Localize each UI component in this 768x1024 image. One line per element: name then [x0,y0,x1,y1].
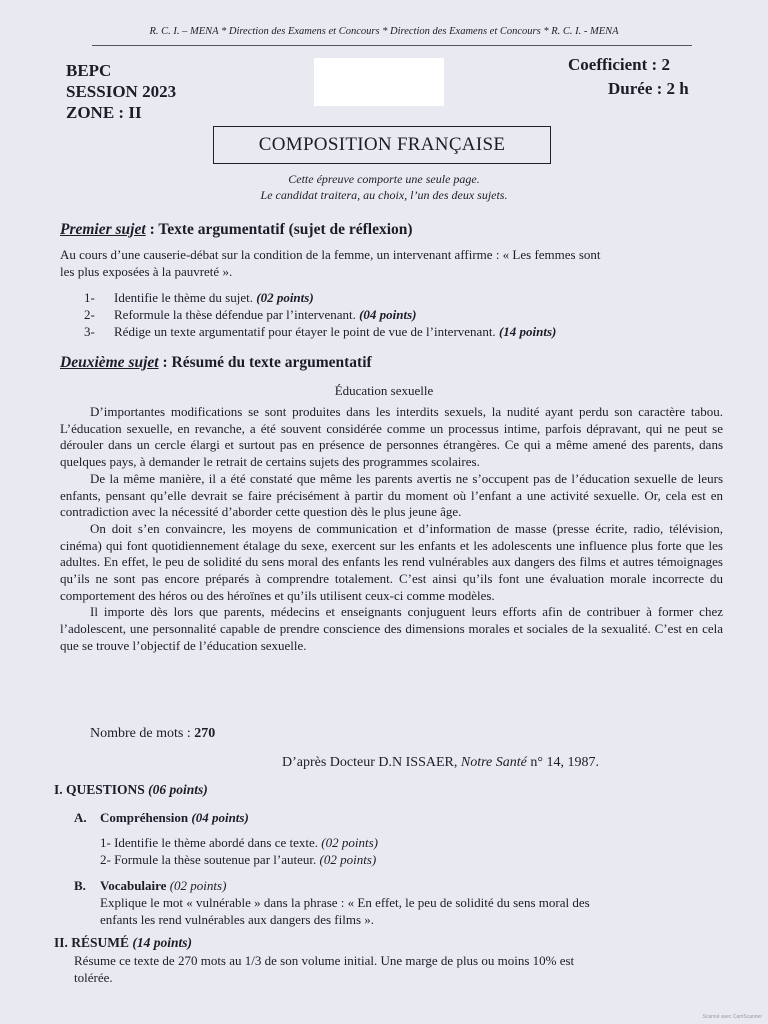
exam-title: COMPOSITION FRANÇAISE [213,126,551,164]
vocabulary-question-line1: Explique le mot « vulnérable » dans la phrase : « En effet, le peu de solidité du sens moral des [100,895,590,910]
subject1-title: : Texte argumentatif (sujet de réflexion) [145,221,413,238]
source-journal: Notre Santé [460,755,527,770]
comprehension-question: 1- Identifie le thème abordé dans ce texte. (02 points) [100,835,378,850]
subject1-item: 2- Reformule la thèse défendue par l’intervenant. (04 points) [84,307,417,322]
note-choice: Le candidat traitera, au choix, l’un des deux sujets. [260,188,508,202]
exam-zone: ZONE : II [66,103,142,122]
word-count: Nombre de mots : 270 [90,726,216,741]
source-reference: D’après Docteur D.N ISSAER, Notre Santé n° 14, 1987. [282,755,599,770]
exam-name: BEPC [66,61,112,80]
argumentative-text [60,404,723,655]
subject2-label: Deuxième sujet [60,354,159,371]
subject1-item: 1- Identifie le thème du sujet. (02 points) [84,290,314,305]
text-paragraph: Il importe dès lors que parents, médecins et enseignants conjuguent leurs efforts afin de contribuer à former chez l’adolescent, une personnalité capable de prendre conscience des dimensions morales et sociales de la sexualité. C’est en cela que se trouve l’objectif de l’éducation sexuelle. [60,604,723,653]
exam-session: SESSION 2023 [66,82,177,101]
subject1-heading [60,221,413,239]
summary-instruction-line2: tolérée. [74,970,113,985]
text-paragraph: D’importantes modifications se sont produites dans les interdits sexuels, la nudité ayant perdu son caractère tabou. L’éducation sexuelle, en revanche, a été souvent considérée comme un processus intime, parfois dépravant, qui ne peut se dérouler dans un cercle élargi et surtout pas en présence de personnes étrangères. Ce qui a même amené des parents, dans quelques pays, à demander le retrait de certains sujets des programmes scolaires. [60,404,723,470]
subject1-label: Premier sujet [60,221,146,238]
redacted-box [314,58,444,106]
vocabulary-question-line2: enfants les rend vulnérables aux dangers des films ». [100,912,375,927]
text-paragraph: De la même manière, il a été constaté que même les parents avertis ne s’occupent pas de l’éducation sexuelle de leurs enfants, pensant qu’elle devrait se faire précisément à partir du moment où l’enfant a une activité sexuelle. Or, cela est en contradiction avec la nécessité d’aborder cette question dès le plus jeune âge. [60,470,723,520]
text-paragraph: On doit s’en convaincre, les moyens de communication et d’information de masse (presse écrite, radio, télévision, cinéma) qui font quotidiennement étalage du sexe, exercent sur les enfants et les adolescents une influence plus forte que les adultes. En effet, le peu de solidité du sens moral des enfants les rend vulnérables aux dangers des films et autres témoignages qu’ils ne sont pas encore préparés à comprendre totalement. C’est ainsi qu’ils font une évaluation morale incorrecte du comportement des héros ou des héroïnes et qu’ils utilisent ceux-ci comme modèles. [60,520,723,603]
coefficient: Coefficient : 2 [568,55,670,74]
subject1-prompt-line1: Au cours d’une causerie-débat sur la condition de la femme, un intervenant affirme : « Les femmes sont [60,247,601,262]
comprehension-heading: A. Compréhension (04 points) [74,810,249,825]
subject2-title: : Résumé du texte argumentatif [158,354,372,371]
subject2-heading [60,354,372,372]
text-title: Éducation sexuelle [334,383,434,398]
comprehension-question: 2- Formule la thèse soutenue par l’auteur. (02 points) [100,852,377,867]
duration: Durée : 2 h [608,79,689,98]
scanner-watermark: Scanné avec CamScanner [702,1014,762,1020]
subject1-item: 3- Rédige un texte argumentatif pour étayer le point de vue de l’intervenant. (14 points) [84,324,557,339]
vocabulary-heading: B. Vocabulaire (02 points) [74,878,227,893]
note-one-page: Cette épreuve comporte une seule page. [288,172,480,186]
summary-instruction-line1: Résume ce texte de 270 mots au 1/3 de son volume initial. Une marge de plus ou moins 10% est [74,953,575,968]
summary-heading: II. RÉSUMÉ (14 points) [54,935,193,950]
questions-heading: I. QUESTIONS (06 points) [54,782,208,797]
ministry-banner: R. C. I. – MENA * Direction des Examens et Concours * Direction des Examens et Concours * R. C. I. - MENA [149,26,619,37]
subject1-prompt-line2: les plus exposées à la pauvreté ». [60,264,233,279]
header-rule [92,45,692,46]
